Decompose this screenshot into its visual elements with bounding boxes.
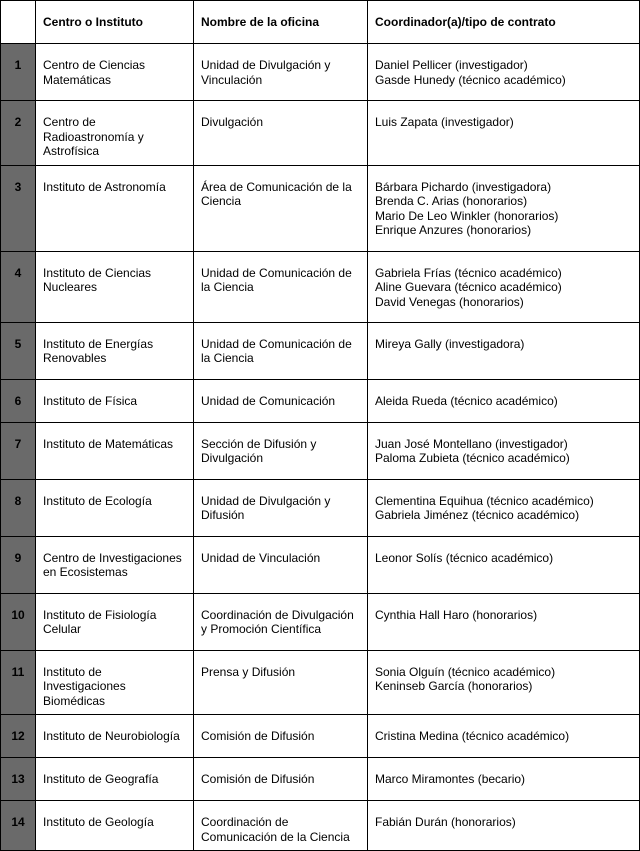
office-cell: Unidad de Comunicación de la Ciencia <box>194 322 368 379</box>
office-cell: Comisión de Difusión <box>194 758 368 801</box>
institute-cell: Centro de Ciencias Matemáticas <box>36 44 194 101</box>
institute-cell: Instituto de Geografía <box>36 758 194 801</box>
institute-cell: Instituto de Astronomía <box>36 165 194 251</box>
institute-cell: Instituto de Geología <box>36 801 194 851</box>
coordinator-entry: Cynthia Hall Haro (honorarios) <box>375 607 538 622</box>
table-row <box>1 479 640 536</box>
office-cell: Unidad de Divulgación y Vinculación <box>194 44 368 101</box>
header-number <box>1 1 36 44</box>
table-body <box>1 44 640 851</box>
coordinator-entry: Bárbara Pichardo (investigadora) <box>375 179 552 194</box>
institute-cell: Instituto de Matemáticas <box>36 422 194 479</box>
coordinator-entry: Gabriela Frías (técnico académico) <box>375 265 562 280</box>
office-cell: Área de Comunicación de la Ciencia <box>194 165 368 251</box>
institute-cell: Instituto de Energías Renovables <box>36 322 194 379</box>
row-number: 10 <box>1 593 36 650</box>
table-row <box>1 44 640 101</box>
coordinator-entry: Fabián Durán (honorarios) <box>375 815 516 829</box>
office-cell: Unidad de Divulgación y Difusión <box>194 479 368 536</box>
row-number: 5 <box>1 322 36 379</box>
coordinator-entry: Enrique Anzures (honorarios) <box>375 223 532 237</box>
row-number: 4 <box>1 251 36 322</box>
table-row <box>1 422 640 479</box>
row-number: 14 <box>1 801 36 851</box>
row-number: 7 <box>1 422 36 479</box>
row-number: 6 <box>1 379 36 422</box>
institute-cell: Instituto de Ecología <box>36 479 194 536</box>
row-number: 13 <box>1 758 36 801</box>
coordinator-entry: Sonia Olguín (técnico académico) <box>375 664 556 679</box>
office-cell: Unidad de Vinculación <box>194 536 368 593</box>
table-row <box>1 322 640 379</box>
office-cell: Coordinación de Comunicación de la Ciencia <box>194 801 368 851</box>
coordinators-cell <box>368 479 640 536</box>
row-number: 9 <box>1 536 36 593</box>
row-number: 2 <box>1 101 36 166</box>
coordinator-entry: David Venegas (honorarios) <box>375 294 524 309</box>
row-number: 3 <box>1 165 36 251</box>
coordinators-cell <box>368 801 640 851</box>
coordinators-cell <box>368 536 640 593</box>
office-cell: Comisión de Difusión <box>194 715 368 758</box>
coordinators-cell <box>368 44 640 101</box>
coordinator-entry: Keninseb García (honorarios) <box>375 679 533 693</box>
office-cell: Unidad de Comunicación <box>194 379 368 422</box>
table-row <box>1 101 640 166</box>
table-row <box>1 165 640 251</box>
table-row <box>1 715 640 758</box>
table-row <box>1 650 640 715</box>
header-office: Nombre de la oficina <box>194 1 368 44</box>
header-coordinators: Coordinador(a)/tipo de contrato <box>368 1 640 44</box>
institute-cell: Instituto de Investigaciones Biomédicas <box>36 650 194 715</box>
table-row <box>1 536 640 593</box>
header-row <box>1 1 640 44</box>
institute-cell: Instituto de Fisiología Celular <box>36 593 194 650</box>
coordinators-cell <box>368 165 640 251</box>
coordinator-entry: Marco Miramontes (becario) <box>375 772 526 786</box>
institute-cell: Centro de Radioastronomía y Astrofísica <box>36 101 194 166</box>
coordinator-entry: Brenda C. Arias (honorarios) <box>375 194 528 208</box>
coordinator-entry: Paloma Zubieta (técnico académico) <box>375 451 570 465</box>
institute-cell: Centro de Investigaciones en Ecosistemas <box>36 536 194 593</box>
row-number: 1 <box>1 44 36 101</box>
institute-cell: Instituto de Física <box>36 379 194 422</box>
office-cell: Coordinación de Divulgación y Promoción Científica <box>194 593 368 650</box>
coordinators-cell <box>368 422 640 479</box>
coordinator-entry: Mireya Gally (investigadora) <box>375 336 525 351</box>
coordinator-entry: Leonor Solís (técnico académico) <box>375 550 554 565</box>
table-row <box>1 379 640 422</box>
table-row <box>1 801 640 851</box>
table-row <box>1 593 640 650</box>
coordinator-entry: Gasde Hunedy (técnico académico) <box>375 72 566 87</box>
coordinators-cell <box>368 758 640 801</box>
office-cell: Divulgación <box>194 101 368 166</box>
coordinators-cell <box>368 101 640 166</box>
institute-cell: Instituto de Neurobiología <box>36 715 194 758</box>
coordinator-entry: Gabriela Jiménez (técnico académico) <box>375 508 580 522</box>
coordinator-entry: Cristina Medina (técnico académico) <box>375 729 570 743</box>
coordinator-entry: Daniel Pellicer (investigador) <box>375 58 528 72</box>
coordinator-entry: Clementina Equihua (técnico académico) <box>375 493 594 508</box>
table-row <box>1 758 640 801</box>
header-institute: Centro o Instituto <box>36 1 194 44</box>
coordinators-cell <box>368 251 640 322</box>
row-number: 11 <box>1 650 36 715</box>
coordinator-entry: Juan José Montellano (investigador) <box>375 436 568 451</box>
coordinator-entry: Mario De Leo Winkler (honorarios) <box>375 208 559 223</box>
institute-cell: Instituto de Ciencias Nucleares <box>36 251 194 322</box>
coordinators-cell <box>368 322 640 379</box>
office-cell: Prensa y Difusión <box>194 650 368 715</box>
coordinators-cell <box>368 715 640 758</box>
office-cell: Unidad de Comunicación de la Ciencia <box>194 251 368 322</box>
coordinator-entry: Aleida Rueda (técnico académico) <box>375 393 558 408</box>
coordinators-cell <box>368 593 640 650</box>
coordinator-entry: Aline Guevara (técnico académico) <box>375 280 562 294</box>
coordinators-cell <box>368 650 640 715</box>
coordinator-entry: Luis Zapata (investigador) <box>375 115 514 129</box>
table-row <box>1 251 640 322</box>
row-number: 12 <box>1 715 36 758</box>
row-number: 8 <box>1 479 36 536</box>
office-cell: Sección de Difusión y Divulgación <box>194 422 368 479</box>
coordinators-cell <box>368 379 640 422</box>
